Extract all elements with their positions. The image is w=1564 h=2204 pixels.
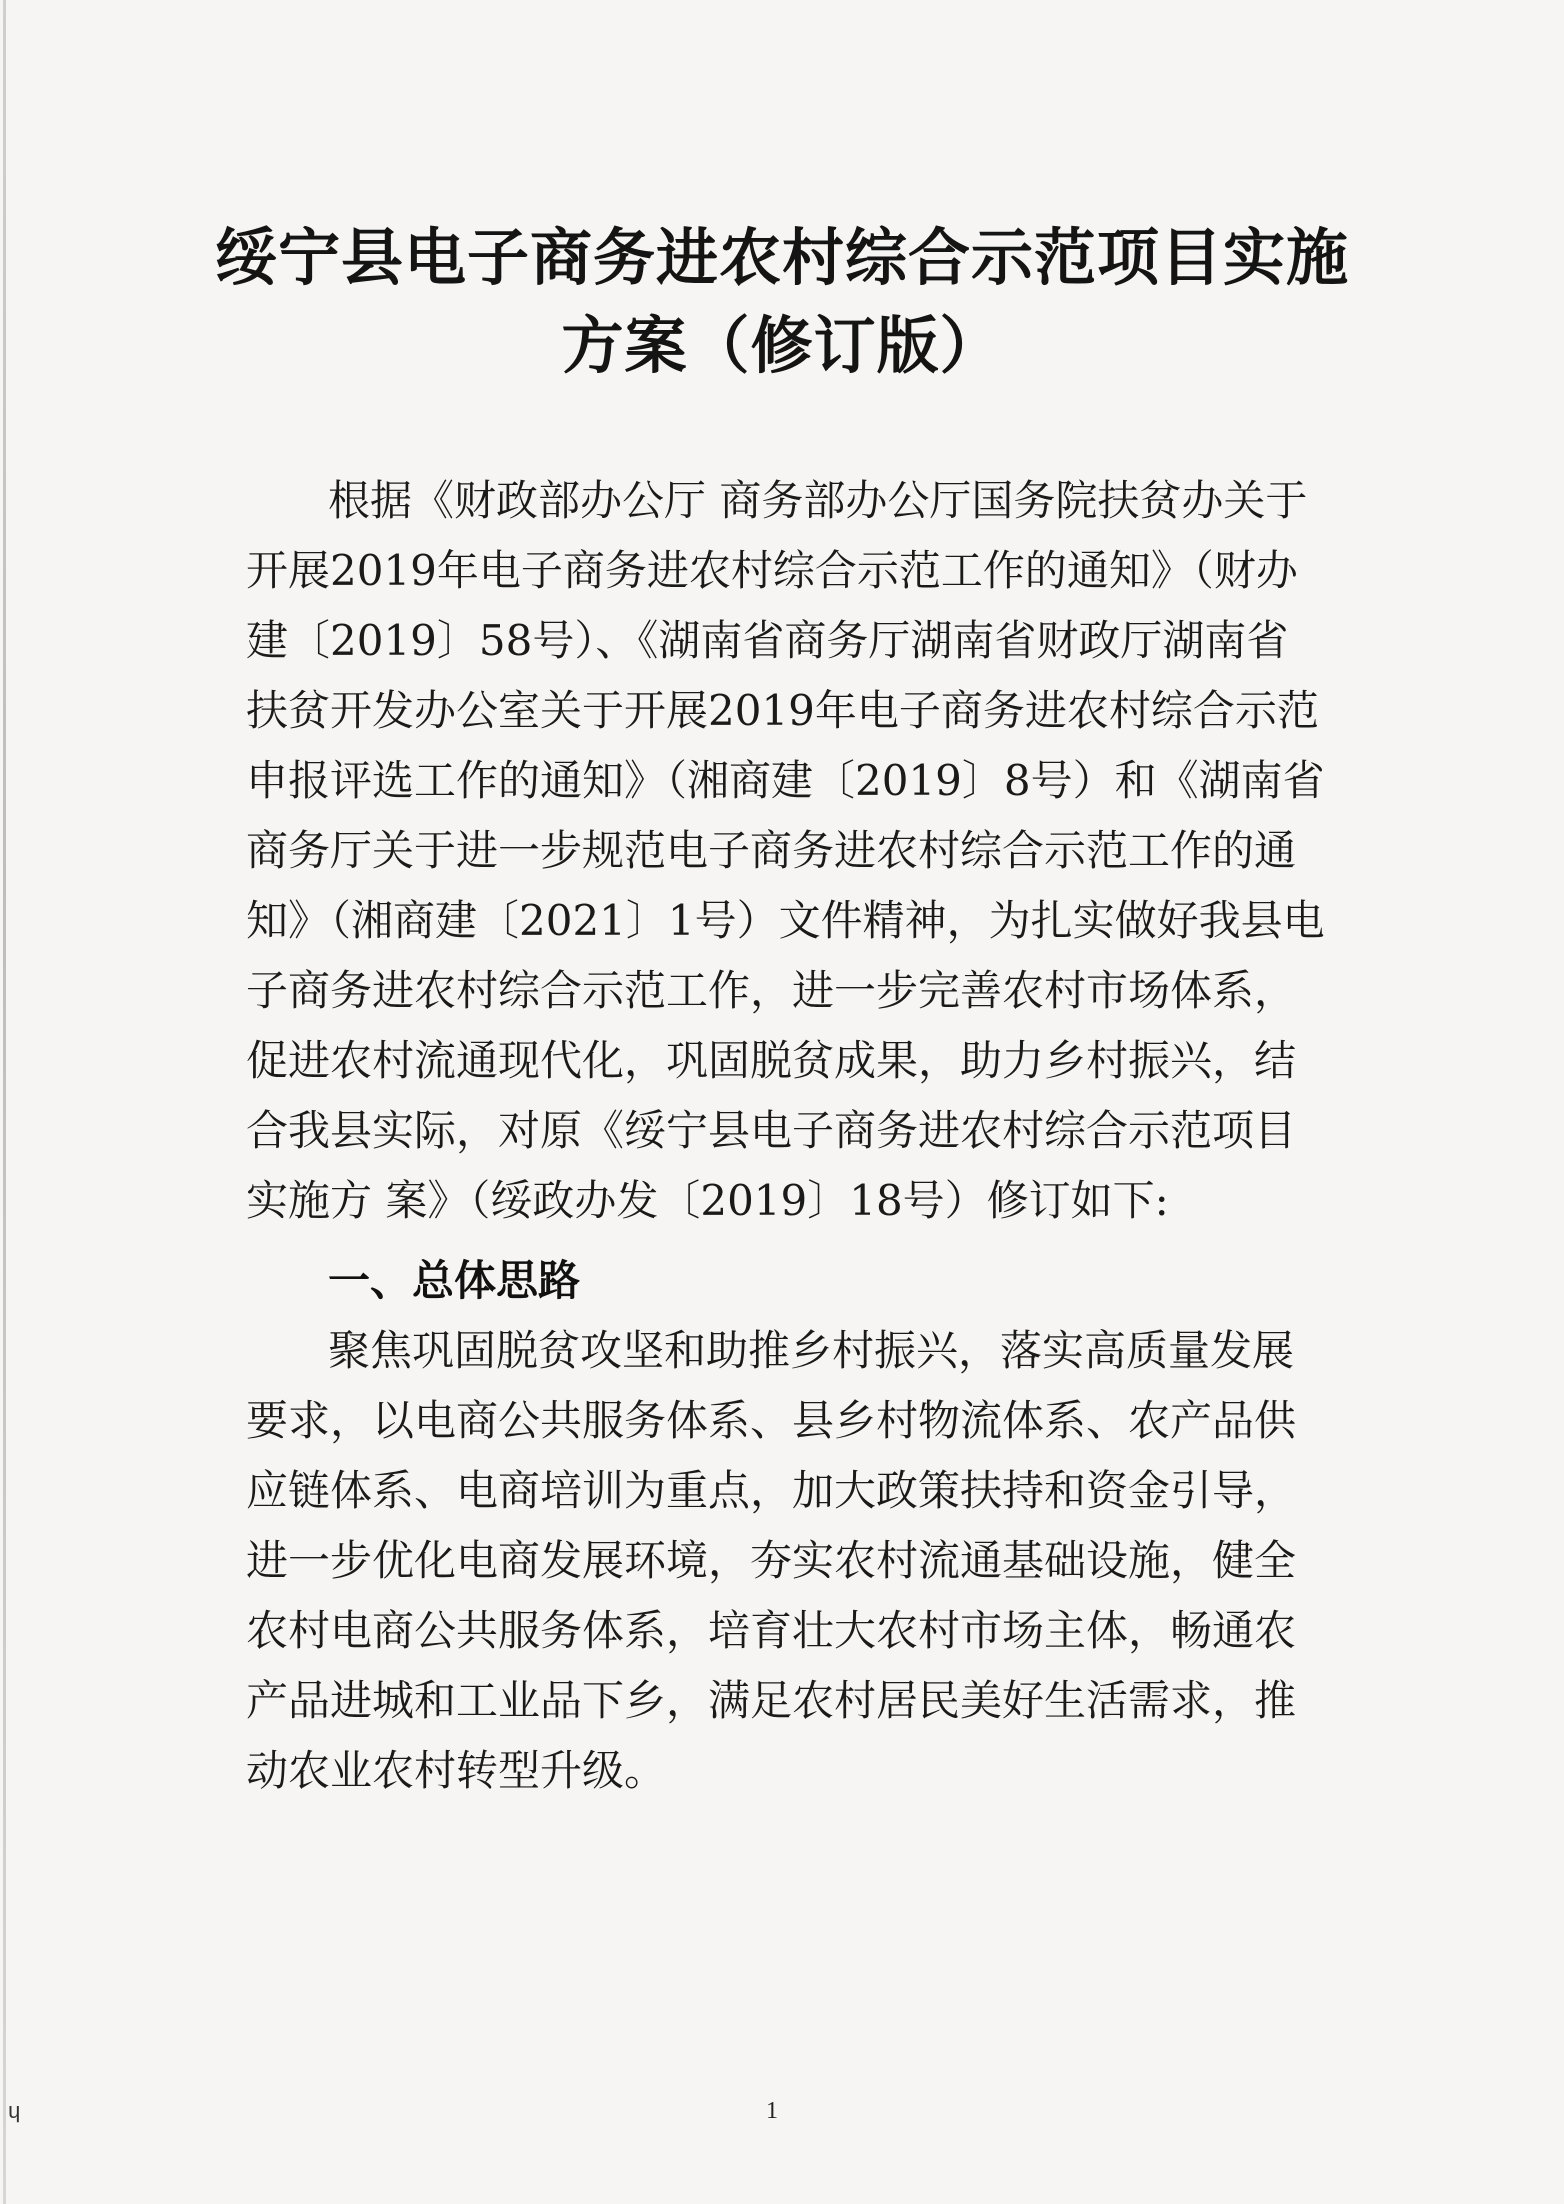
paragraph-1-line: 知》（湘商建〔2021〕1号）文件精神，为扎实做好我县电 [246, 896, 1325, 945]
paragraph-1-line: 扶贫开发办公室关于开展2019年电子商务进农村综合示范 [246, 686, 1319, 735]
section-heading: 一、总体思路 [328, 1256, 581, 1305]
paragraph-2-line: 产品进城和工业品下乡，满足农村居民美好生活需求，推 [246, 1676, 1297, 1725]
paragraph-2-line: 动农业农村转型升级。 [246, 1746, 667, 1795]
paragraph-2-line: 进一步优化电商发展环境，夯实农村流通基础设施，健全 [246, 1536, 1297, 1585]
paragraph-2-line: 应链体系、电商培训为重点，加大政策扶持和资金引导， [246, 1466, 1297, 1515]
paragraph-1-line: 实施方 案》（绥政办发〔2019〕18号）修订如下: [246, 1176, 1169, 1225]
paragraph-2-line: 农村电商公共服务体系，培育壮大农村市场主体，畅通农 [246, 1606, 1297, 1655]
paragraph-1-line: 根据《财政部办公厅 商务部办公厅国务院扶贫办关于 [328, 476, 1308, 525]
paragraph-1-line: 促进农村流通现代化，巩固脱贫成果，助力乡村振兴，结 [246, 1036, 1297, 1085]
paragraph-1-line: 开展2019年电子商务进农村综合示范工作的通知》（财办 [246, 546, 1298, 595]
margin-mark: ɥ [8, 2098, 21, 2123]
paragraph-1-line: 商务厅关于进一步规范电子商务进农村综合示范工作的通 [246, 826, 1297, 875]
paragraph-1-line: 申报评选工作的通知》（湘商建〔2019〕8号）和《湖南省 [246, 756, 1325, 805]
document-title-line-2: 方案（修订版） [561, 309, 1003, 382]
paragraph-2-line: 要求，以电商公共服务体系、县乡村物流体系、农产品供 [246, 1396, 1297, 1445]
paragraph-1-line: 合我县实际，对原《绥宁县电子商务进农村综合示范项目 [246, 1106, 1297, 1155]
paragraph-1-line: 子商务进农村综合示范工作，进一步完善农村市场体系， [246, 966, 1297, 1015]
scan-edge-line [3, 0, 6, 2204]
page-number: 1 [766, 2098, 778, 2124]
document-title-line-1: 绥宁县电子商务进农村综合示范项目实施 [214, 221, 1349, 294]
paragraph-1-line: 建〔2019〕58号）、《湖南省商务厅湖南省财政厅湖南省 [246, 616, 1289, 665]
paragraph-2-line: 聚焦巩固脱贫攻坚和助推乡村振兴，落实高质量发展 [328, 1326, 1295, 1375]
